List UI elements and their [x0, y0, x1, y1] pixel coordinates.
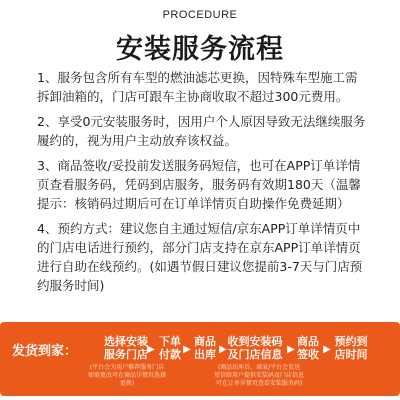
flow-step-line2: 服务门店: [104, 348, 148, 361]
procedure-title-en: PROCEDURE: [162, 9, 238, 21]
flow-step-note: (商品出库后，商家/平台会发送 短信给用户提供安装码及门店信息 可在订单详情页查看安装服务码): [214, 364, 305, 387]
flow-step-line1: 收到安装码: [227, 335, 283, 348]
flow-step-book-time: [330, 335, 372, 361]
flow-step-sign: [293, 335, 323, 361]
term-item-4: 4、预约方式：建议您自主通过短信/京东APP订单详情页中的门店电话进行预约，部分门店支持在京东APP订单详情页进行自助在线预约。(如遇节假日建议您提前3-7天与门店预约服务时间): [37, 221, 363, 293]
flow-step-line2: 签收: [297, 348, 319, 361]
arrow-right-icon: ▶: [323, 344, 331, 355]
flow-step-order-pay: [155, 335, 185, 361]
flow-step-note: (平台会为用户推荐服务门店 如需更改可在商品详情页选择更换): [88, 364, 167, 387]
flow-step-line1: 商品: [297, 335, 319, 348]
arrow-right-icon: ▶: [183, 344, 191, 355]
arrow-right-icon: ▶: [219, 344, 227, 355]
term-item-1: 1、服务包含所有车型的燃油滤芯更换，因特殊车型施工需拆卸油箱的，门店可跟车主协商收取不超过300元费用。: [37, 70, 358, 104]
flow-banner: [0, 322, 400, 396]
arrow-right-icon: ▶: [147, 344, 155, 355]
flow-step-line1: 商品: [194, 335, 216, 348]
term-item-3: 3、商品签收/妥投前发送服务码短信，也可在APP订单详情页查看服务码，凭码到店服务，服务码有效期180天（温馨提示：核销码过期后可在订单详情页自助操作免费延期）: [37, 158, 361, 211]
procedure-title-cn: 安装服务流程: [116, 34, 284, 65]
terms-list: [37, 68, 367, 301]
flow-step-line1: 预约到: [334, 335, 368, 348]
flow-lead-label: 发货到家：: [12, 344, 78, 359]
flow-step-line2: 付款: [159, 348, 181, 361]
flow-step-line1: 选择安装: [104, 335, 148, 348]
flow-step-outbound: [190, 335, 220, 361]
flow-step-line2: 店时间: [334, 348, 368, 361]
arrow-right-icon: ▶: [287, 344, 295, 355]
flow-step-line1: 下单: [159, 335, 181, 348]
flow-step-line2: 出库: [194, 348, 216, 361]
flow-step-receive-code: [222, 335, 288, 361]
flow-step-line2: 及门店信息: [227, 348, 283, 361]
term-item-2: 2、享受0元安装服务时，因用户个人原因导致无法继续服务履约的，视为用户主动放弃该权益。: [37, 114, 366, 148]
